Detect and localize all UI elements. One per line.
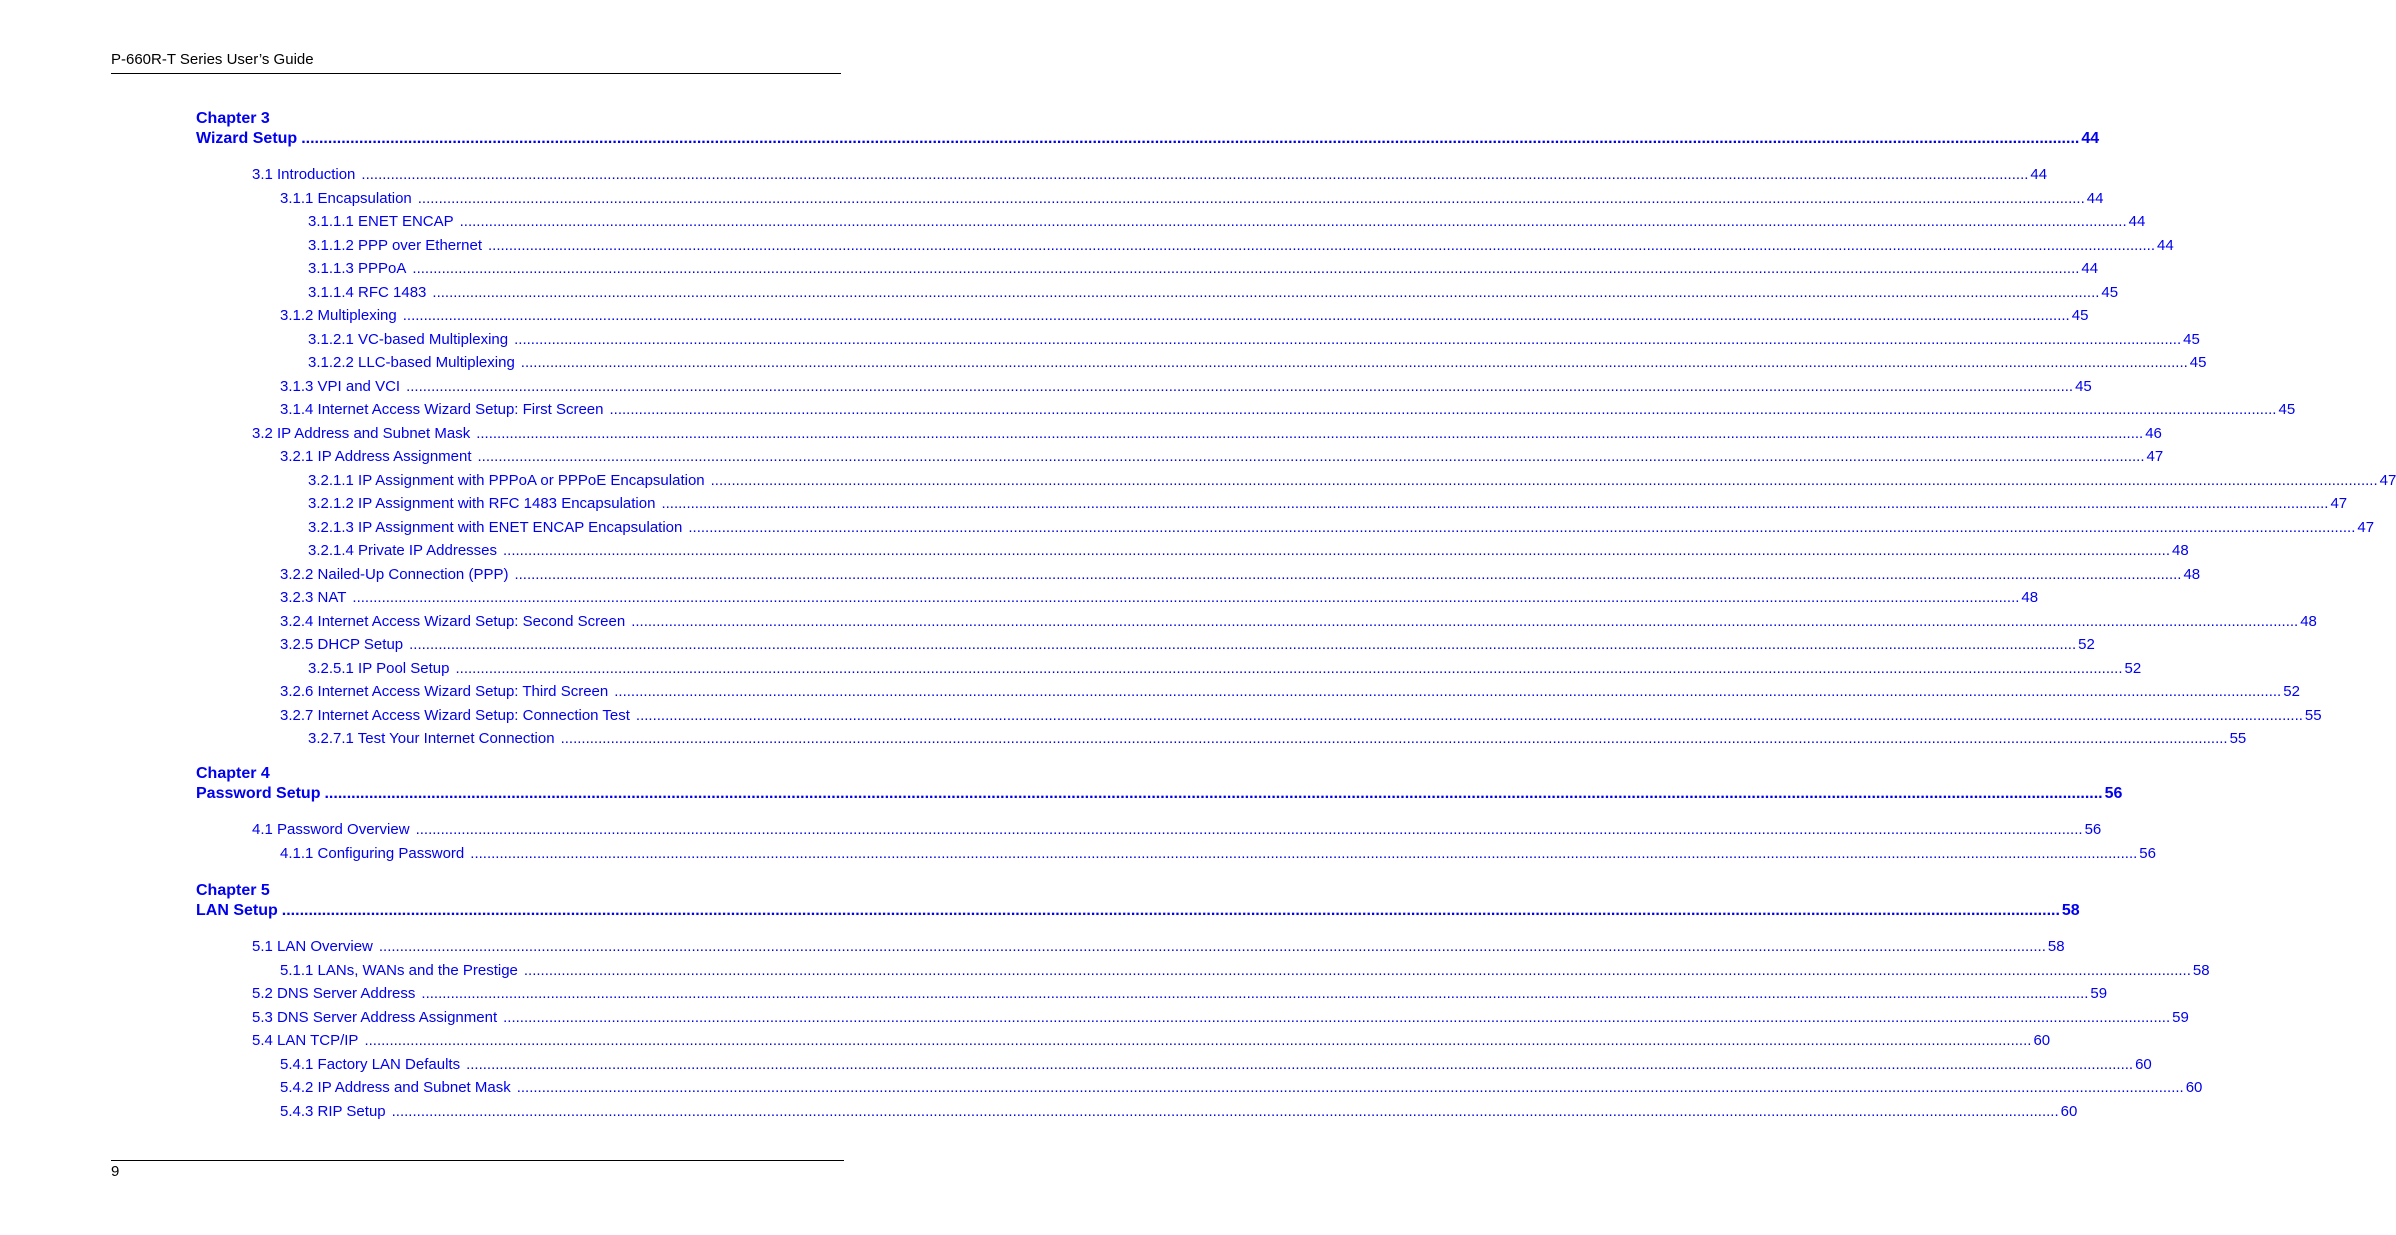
toc-entry-page-number: 60 [2185,1079,2203,1096]
dot-leader: ................................................................................................................................................................................................................................................................................................................................................................................................................ [417,190,2085,207]
toc-entry-page-number: 45 [2101,284,2119,301]
toc-entry-page-number: 52 [2078,636,2095,653]
dot-leader: ................................................................................................................................................................................................................................................................................................................................................................................................................ [514,566,2182,583]
dot-leader: ................................................................................................................................................................................................................................................................................................................................................................................................................ [301,130,2080,147]
toc-entry[interactable] [308,471,2396,491]
dot-leader: ................................................................................................................................................................................................................................................................................................................................................................................................................ [503,1009,2171,1026]
toc-entry-title: 4.1 Password Overview [252,821,410,838]
toc-entry[interactable] [308,236,2174,256]
toc-entry[interactable] [280,447,2164,467]
toc-entry[interactable] [280,1102,2078,1122]
toc-entry-page-number: 55 [2304,707,2322,724]
chapter-title: LAN Setup [196,902,278,919]
dot-leader: ................................................................................................................................................................................................................................................................................................................................................................................................................ [503,542,2171,559]
chapter-label: Chapter 4 [196,765,270,782]
toc-entry-title: 3.2.1 IP Address Assignment [280,448,472,465]
toc-entry[interactable] [252,820,2102,840]
toc-entry-page-number: 45 [2183,331,2200,348]
toc-entry[interactable] [280,635,2095,655]
dot-leader: ................................................................................................................................................................................................................................................................................................................................................................................................................ [523,962,2191,979]
toc-entry[interactable] [308,494,2348,514]
toc-entry-page-number: 52 [2124,660,2142,677]
toc-entry-title: 5.3 DNS Server Address Assignment [252,1009,498,1026]
toc-entry-page-number: 59 [2172,1009,2189,1026]
toc-entry[interactable] [308,541,2189,561]
chapter-title-line [196,901,2080,921]
toc-entry-page-number: 48 [2021,589,2039,606]
toc-entry-title: 3.1.1 Encapsulation [280,190,412,207]
toc-entry[interactable] [280,682,2300,702]
toc-entry-title: 3.2.5 DHCP Setup [280,636,404,653]
toc-entry-title: 3.2.1.4 Private IP Addresses [308,542,498,559]
toc-entry-title: 5.4.3 RIP Setup [280,1103,386,1120]
toc-entry-page-number: 47 [2330,495,2348,512]
toc-entry-page-number: 45 [2189,354,2207,371]
toc-entry[interactable] [252,424,2162,444]
dot-leader: ................................................................................................................................................................................................................................................................................................................................................................................................................ [488,237,2156,254]
toc-entry-page-number: 56 [2139,845,2156,862]
dot-leader: ................................................................................................................................................................................................................................................................................................................................................................................................................ [352,589,2020,606]
running-header: P-660R-T Series User’s Guide [111,51,314,68]
toc-entry-page-number: 52 [2283,683,2300,700]
toc-entry-title: 3.2.6 Internet Access Wizard Setup: Third Screen [280,683,609,700]
toc-entry-title: 3.2.1.2 IP Assignment with RFC 1483 Encapsulation [308,495,656,512]
toc-entry-title: 3.2.1.3 IP Assignment with ENET ENCAP Encapsulation [308,519,683,536]
toc-entry-title: 3.1.1.4 RFC 1483 [308,284,427,301]
toc-entry-title: 3.2.2 Nailed-Up Connection (PPP) [280,566,509,583]
dot-leader: ................................................................................................................................................................................................................................................................................................................................................................................................................ [409,636,2077,653]
toc-entry-title: 3.1.2 Multiplexing [280,307,397,324]
toc-entry-title: 5.2 DNS Server Address [252,985,416,1002]
toc-entry-page-number: 56 [2084,821,2102,838]
toc-entry-title: 3.1.2.1 VC-based Multiplexing [308,331,509,348]
toc-entry-page-number: 44 [2128,213,2146,230]
dot-leader: ................................................................................................................................................................................................................................................................................................................................................................................................................ [688,519,2356,536]
toc-entry[interactable] [280,306,2089,326]
dot-leader: ................................................................................................................................................................................................................................................................................................................................................................................................................ [514,331,2182,348]
dot-leader: ................................................................................................................................................................................................................................................................................................................................................................................................................ [455,660,2123,677]
toc-entry-title: 3.2.4 Internet Access Wizard Setup: Second Screen [280,613,626,630]
toc-entry-page-number: 48 [2183,566,2201,583]
toc-entry-page-number: 45 [2075,378,2092,395]
toc-entry[interactable] [252,984,2108,1004]
toc-entry-page-number: 47 [2146,448,2164,465]
chapter-heading[interactable] [196,108,2100,149]
page-number: 9 [111,1163,120,1180]
toc-entry-title: 5.4.2 IP Address and Subnet Mask [280,1079,511,1096]
toc-entry[interactable] [308,212,2146,232]
toc-entry[interactable] [280,400,2296,420]
chapter-heading[interactable] [196,763,2123,804]
toc-entry-title: 3.2 IP Address and Subnet Mask [252,425,471,442]
toc-entry-title: 3.1.4 Internet Access Wizard Setup: First Screen [280,401,604,418]
toc-entry-page-number: 44 [2081,260,2099,277]
dot-leader: ................................................................................................................................................................................................................................................................................................................................................................................................................ [378,938,2046,955]
toc-entry[interactable] [280,1055,2152,1075]
toc-entry[interactable] [308,353,2207,373]
toc-entry-title: 4.1.1 Configuring Password [280,845,465,862]
toc-entry-title: 3.1.2.2 LLC-based Multiplexing [308,354,515,371]
toc-entry[interactable] [308,659,2142,679]
chapter-page-number: 58 [2061,902,2080,919]
toc-entry-page-number: 46 [2145,425,2162,442]
dot-leader: ................................................................................................................................................................................................................................................................................................................................................................................................................ [421,985,2089,1002]
toc-entry[interactable] [252,1008,2189,1028]
chapter-title-line [196,784,2123,804]
toc-entry-page-number: 47 [2379,472,2396,489]
toc-entry-page-number: 48 [2172,542,2189,559]
toc-entry-title: 3.1 Introduction [252,166,356,183]
toc-entry-page-number: 44 [2030,166,2048,183]
toc-entry-page-number: 59 [2090,985,2108,1002]
toc-entry-page-number: 60 [2135,1056,2152,1073]
toc-entry-page-number: 47 [2357,519,2375,536]
dot-leader: ................................................................................................................................................................................................................................................................................................................................................................................................................ [470,845,2138,862]
dot-leader: ................................................................................................................................................................................................................................................................................................................................................................................................................ [476,425,2144,442]
dot-leader: ................................................................................................................................................................................................................................................................................................................................................................................................................ [406,378,2074,395]
toc-entry-title: 3.1.3 VPI and VCI [280,378,401,395]
chapter-page-number: 56 [2104,785,2123,802]
toc-entry[interactable] [308,283,2119,303]
dot-leader: ................................................................................................................................................................................................................................................................................................................................................................................................................ [415,821,2083,838]
toc-entry[interactable] [280,588,2039,608]
toc-entry-title: 5.4.1 Factory LAN Defaults [280,1056,461,1073]
header-divider [111,73,841,74]
toc-entry[interactable] [280,961,2210,981]
dot-leader: ................................................................................................................................................................................................................................................................................................................................................................................................................ [631,613,2299,630]
toc-entry[interactable] [308,729,2247,749]
toc-entry[interactable] [252,165,2048,185]
toc-entry-page-number: 60 [2060,1103,2078,1120]
toc-entry-title: 3.2.7.1 Test Your Internet Connection [308,730,555,747]
toc-entry-page-number: 48 [2300,613,2317,630]
chapter-title: Password Setup [196,785,321,802]
toc-entry[interactable] [280,189,2104,209]
chapter-title: Wizard Setup [196,130,298,147]
toc-entry[interactable] [280,844,2156,864]
dot-leader: ................................................................................................................................................................................................................................................................................................................................................................................................................ [609,401,2277,418]
toc-entry-title: 5.4 LAN TCP/IP [252,1032,359,1049]
chapter-heading[interactable] [196,880,2080,921]
dot-leader: ................................................................................................................................................................................................................................................................................................................................................................................................................ [516,1079,2184,1096]
chapter-label: Chapter 5 [196,882,270,899]
toc-entry-page-number: 44 [2157,237,2174,254]
toc-entry-page-number: 60 [2033,1032,2051,1049]
toc-entry-title: 3.2.3 NAT [280,589,347,606]
dot-leader: ................................................................................................................................................................................................................................................................................................................................................................................................................ [459,213,2127,230]
toc-entry-page-number: 45 [2071,307,2089,324]
dot-leader: ................................................................................................................................................................................................................................................................................................................................................................................................................ [361,166,2029,183]
dot-leader: ................................................................................................................................................................................................................................................................................................................................................................................................................ [281,902,2060,919]
toc-entry-title: 5.1 LAN Overview [252,938,373,955]
toc-entry[interactable] [252,1031,2051,1051]
toc-entry-page-number: 44 [2086,190,2104,207]
chapter-page-number: 44 [2081,130,2100,147]
toc-entry-title: 3.1.1.1 ENET ENCAP [308,213,454,230]
dot-leader: ................................................................................................................................................................................................................................................................................................................................................................................................................ [364,1032,2032,1049]
toc-entry-page-number: 58 [2192,962,2210,979]
dot-leader: ................................................................................................................................................................................................................................................................................................................................................................................................................ [466,1056,2134,1073]
toc-entry-title: 3.1.1.3 PPPoA [308,260,407,277]
toc-entry[interactable] [308,330,2200,350]
toc-entry[interactable] [308,259,2099,279]
dot-leader: ................................................................................................................................................................................................................................................................................................................................................................................................................ [635,707,2303,724]
dot-leader: ................................................................................................................................................................................................................................................................................................................................................................................................................ [614,683,2282,700]
dot-leader: ................................................................................................................................................................................................................................................................................................................................................................................................................ [560,730,2228,747]
chapter-label: Chapter 3 [196,110,270,127]
dot-leader: ................................................................................................................................................................................................................................................................................................................................................................................................................ [402,307,2070,324]
toc-entry[interactable] [280,612,2317,632]
toc-entry-title: 3.2.1.1 IP Assignment with PPPoA or PPPoE Encapsulation [308,472,705,489]
toc-entry[interactable] [280,565,2201,585]
dot-leader: ................................................................................................................................................................................................................................................................................................................................................................................................................ [661,495,2329,512]
dot-leader: ................................................................................................................................................................................................................................................................................................................................................................................................................ [477,448,2145,465]
dot-leader: ................................................................................................................................................................................................................................................................................................................................................................................................................ [391,1103,2059,1120]
toc-entry[interactable] [280,377,2092,397]
toc-entry[interactable] [252,937,2065,957]
toc-entry-title: 3.2.7 Internet Access Wizard Setup: Connection Test [280,707,630,724]
dot-leader: ................................................................................................................................................................................................................................................................................................................................................................................................................ [520,354,2188,371]
dot-leader: ................................................................................................................................................................................................................................................................................................................................................................................................................ [412,260,2080,277]
dot-leader: ................................................................................................................................................................................................................................................................................................................................................................................................................ [432,284,2100,301]
chapter-title-line [196,129,2100,149]
footer-divider [111,1160,844,1161]
toc-entry-title: 3.1.1.2 PPP over Ethernet [308,237,483,254]
toc-entry-title: 3.2.5.1 IP Pool Setup [308,660,450,677]
toc-entry-page-number: 55 [2229,730,2247,747]
toc-entry[interactable] [280,1078,2203,1098]
dot-leader: ................................................................................................................................................................................................................................................................................................................................................................................................................ [710,472,2378,489]
toc-entry-page-number: 45 [2278,401,2296,418]
toc-entry-title: 5.1.1 LANs, WANs and the Prestige [280,962,518,979]
toc-entry[interactable] [280,706,2322,726]
toc-entry-page-number: 58 [2047,938,2065,955]
dot-leader: ................................................................................................................................................................................................................................................................................................................................................................................................................ [324,785,2103,802]
toc-entry[interactable] [308,518,2375,538]
